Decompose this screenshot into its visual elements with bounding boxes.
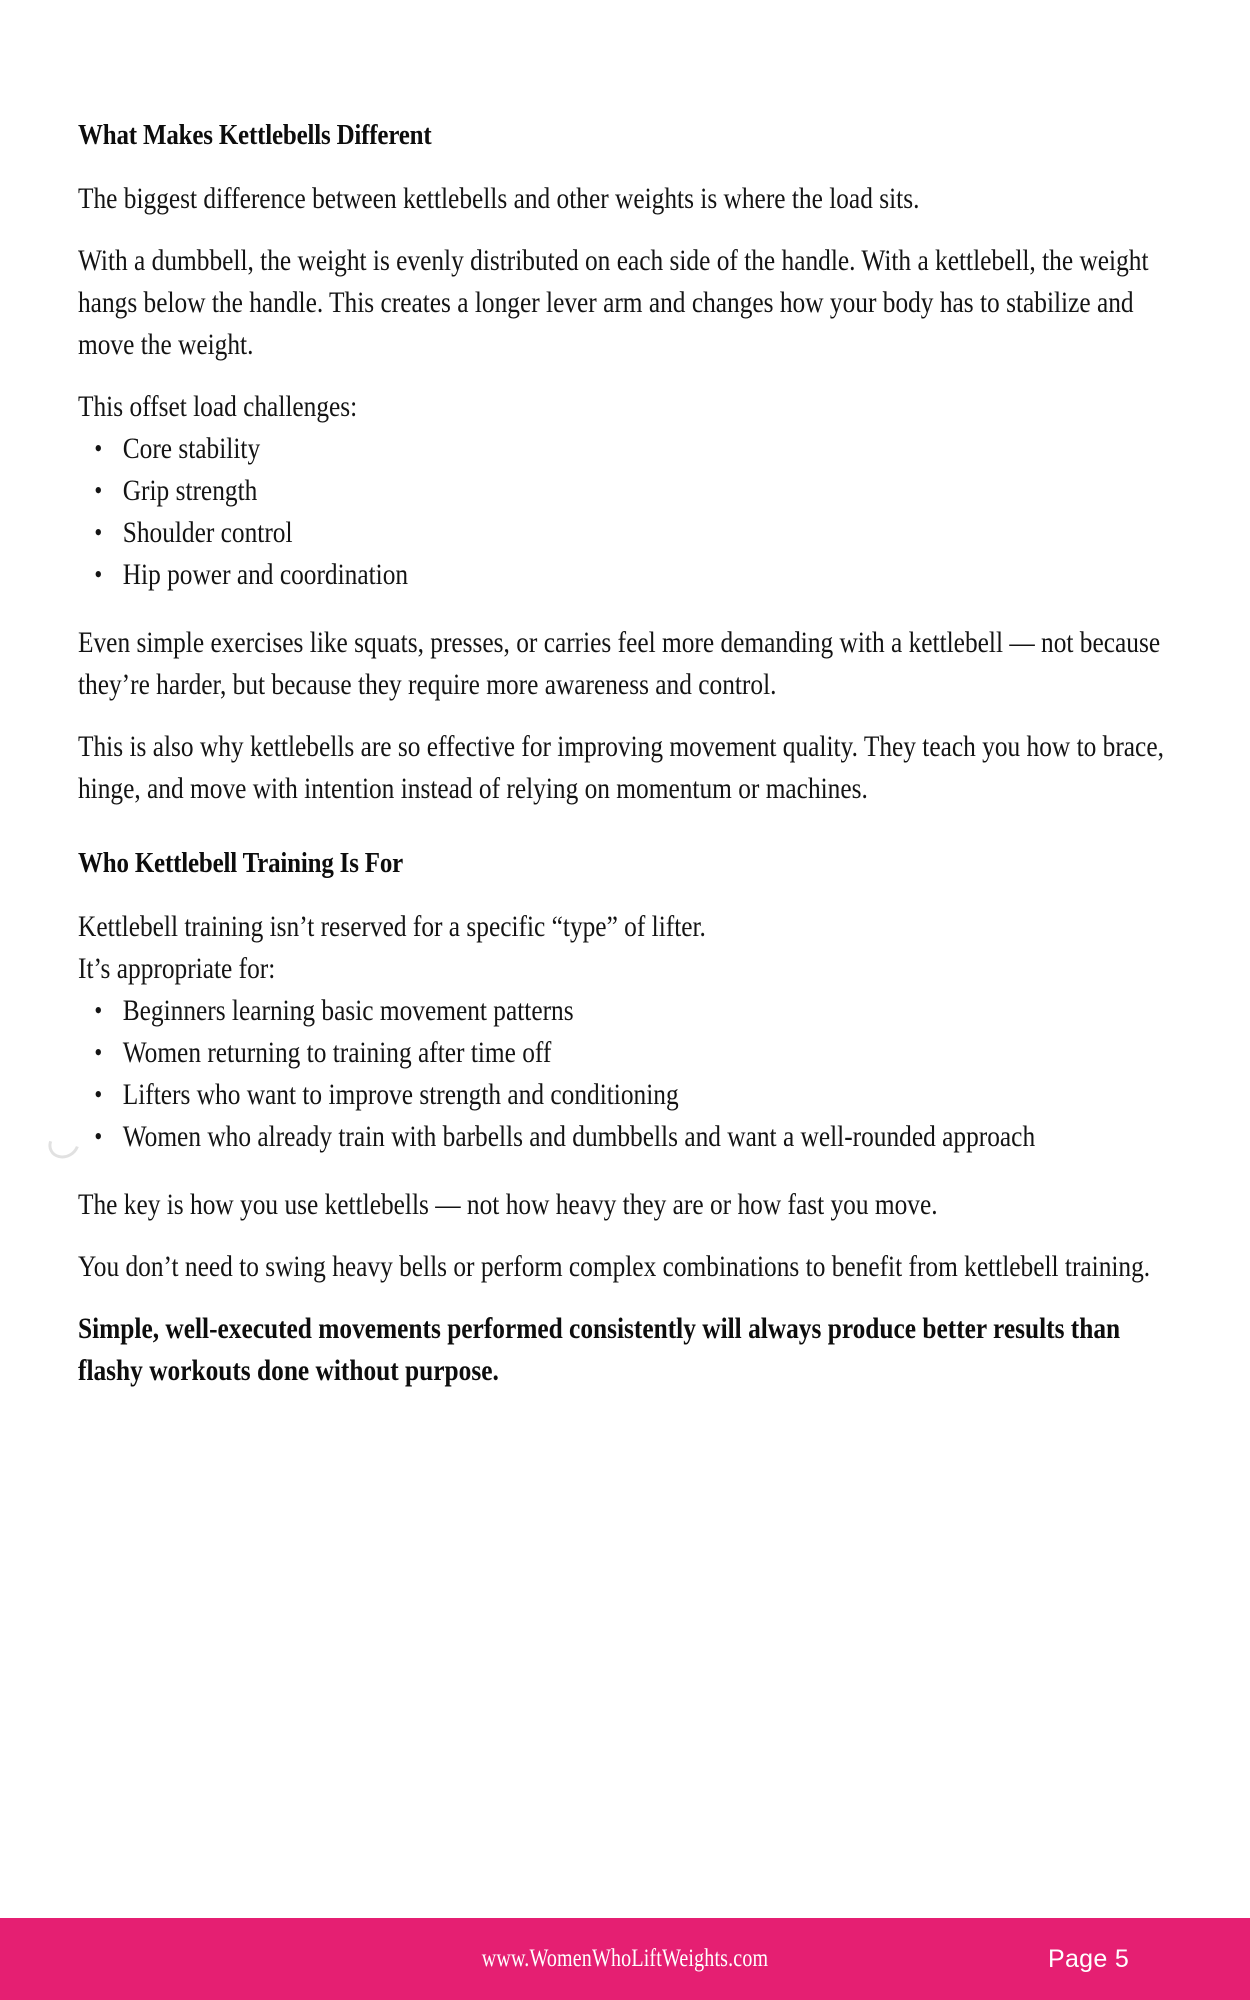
list-item: • Lifters who want to improve strength and conditioning bbox=[78, 1074, 1188, 1116]
page-footer bbox=[0, 1918, 1250, 2000]
list-item: • Grip strength bbox=[78, 470, 1188, 512]
paragraph-no-need-to-swing-heavy: You don’t need to swing heavy bells or perform complex combinations to benefit from kettlebell training. bbox=[78, 1251, 1151, 1284]
paragraph-offset-load-challenges: This offset load challenges: bbox=[78, 391, 358, 424]
list-item: • Shoulder control bbox=[78, 512, 1188, 554]
paragraph-appropriate-for: It’s appropriate for: bbox=[78, 953, 276, 986]
document-content bbox=[78, 118, 1188, 1392]
bullet-list-who-its-for bbox=[78, 990, 1188, 1158]
paragraph-load-sits: The biggest difference between kettlebells and other weights is where the load sits. bbox=[78, 183, 920, 216]
paragraph-movement-quality: This is also why kettlebells are so effective for improving movement quality. They teach you how to brace, hinge, and move with intention instead of relying on momentum or machines. bbox=[78, 731, 1164, 806]
section-heading-what-makes-kettlebells-different: What Makes Kettlebells Different bbox=[78, 119, 432, 151]
list-item: • Beginners learning basic movement patterns bbox=[78, 990, 1188, 1032]
spacer bbox=[78, 596, 1188, 622]
bullet-list-offset-load-challenges bbox=[78, 428, 1188, 596]
spacer bbox=[78, 1226, 1188, 1246]
spacer bbox=[78, 810, 1188, 846]
list-item: • Women returning to training after time off bbox=[78, 1032, 1188, 1074]
paragraph-closing-bold-statement: Simple, well-executed movements performed consistently will always produce better results than flashy workouts done without purpose. bbox=[78, 1313, 1121, 1388]
footer-page-number: Page 5 bbox=[1048, 1944, 1130, 1973]
spacer bbox=[78, 152, 1188, 178]
spacer bbox=[78, 1158, 1188, 1184]
spacer bbox=[78, 1288, 1188, 1308]
paragraph-dumbbell-vs-kettlebell: With a dumbbell, the weight is evenly distributed on each side of the handle. With a kettlebell, the weight hangs below the handle. This creates a longer lever arm and changes how your body has to stabilize and move the weight. bbox=[78, 245, 1149, 362]
paragraph-simple-exercises: Even simple exercises like squats, presses, or carries feel more demanding with a kettlebell — not because they’re harder, but because they require more awareness and control. bbox=[78, 627, 1161, 702]
section-heading-who-kettlebell-training-is-for: Who Kettlebell Training Is For bbox=[78, 847, 404, 880]
spacer bbox=[78, 220, 1188, 240]
paragraph-not-reserved: Kettlebell training isn’t reserved for a specific “type” of lifter. bbox=[78, 911, 706, 944]
spacer bbox=[78, 706, 1188, 726]
spacer bbox=[78, 880, 1188, 906]
footer-website-url: www.WomenWhoLiftWeights.com bbox=[481, 1945, 769, 1972]
paragraph-the-key: The key is how you use kettlebells — not how heavy they are or how fast you move. bbox=[78, 1189, 938, 1222]
list-item: • Women who already train with barbells and dumbbells and want a well-rounded approach bbox=[78, 1116, 1188, 1158]
spacer bbox=[78, 366, 1188, 386]
list-item: • Core stability bbox=[78, 428, 1188, 470]
list-item: • Hip power and coordination bbox=[78, 554, 1188, 596]
